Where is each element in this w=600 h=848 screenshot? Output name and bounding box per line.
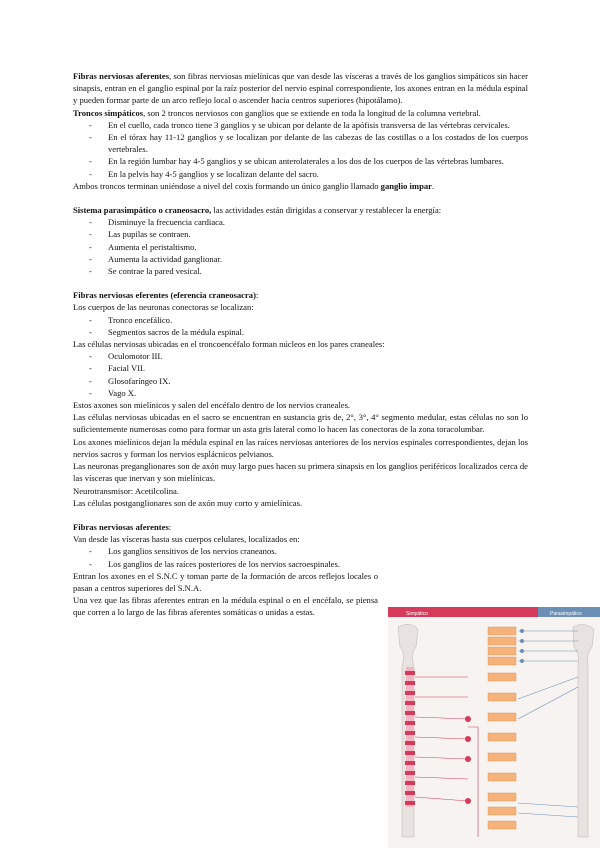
autonomic-diagram (388, 607, 600, 848)
autonomic-nervous-system-figure (388, 607, 600, 848)
paragraph-afferent-sympathetic: Fibras nerviosas aferentes, son fibras nerviosas mielínicas que van desde las vísceras a través de los ganglios simpáticos sin hacer sinapsis, entran en el ganglio espinal por la raíz posterior del nervio espinal correspondiente, los axones entran en la médula espinal y pueden formar parte de un arco reflejo local o ascender hacia centros superiores (hipotálamo). (73, 71, 528, 106)
list-parasympathetic-effects (73, 216, 528, 277)
figure-header-right: Parasimpático (550, 611, 582, 617)
list-item: - Se contrae la pared vesical. (73, 265, 528, 277)
term-sympathetic-trunks: Troncos simpáticos (73, 107, 144, 118)
paragraph-somatic-fibers: Una vez que las fibras aferentes entran en la médula espinal o en el encéfalo, se piensa que corren a lo largo de las fibras aferentes somáticas o unidas a estas. (73, 595, 378, 618)
parasympathetic-fibers (518, 631, 578, 817)
heading-afferent-fibers: Fibras nerviosas aferentes: (73, 521, 172, 532)
organ-boxes (488, 627, 516, 829)
paragraph-sacral-cells: Las células nerviosas ubicadas en el sacro se encuentran en sustancia gris de, 2°, 3°, 4° segmento medular, estas células no son lo suficientemente numerosas como para formar un asta gris lateral como lo hacen las conectoras de la zona toracolumbar. (73, 412, 528, 435)
term-parasympathetic: Sistema parasimpático o craneosacro, (73, 205, 212, 216)
paragraph-connector-neurons: Los cuerpos de las neuronas conectoras se localizan: (73, 302, 254, 313)
paragraph-pelvic-splanchnic: Los axones mielínicos dejan la médula espinal en las raíces nerviosas anteriores de los nervios espinales correspondientes, dejan los nervios sacros y forman los nervios esplácnicos pelvianos. (73, 436, 528, 459)
list-item: - Segmentos sacros de la médula espinal. (73, 326, 528, 338)
list-afferent-ganglia (73, 545, 378, 569)
term-afferent-fibers: Fibras nerviosas aferentes (73, 71, 170, 81)
paragraph-preganglionic: Las neuronas preganglionares son de axón muy largo pues hacen su primera sinapsis en los ganglios periféricos localizados cerca de las vísceras que inervan y son mielínicas. (73, 461, 528, 484)
list-item: - En la región lumbar hay 4-5 ganglios y se ubican anterolaterales a los dos de los cuerpos de las vértebras lumbares. (73, 155, 528, 167)
brain-spine-silhouette-right (573, 624, 594, 837)
list-connector-locations (73, 314, 528, 338)
paragraph-neurotransmitter: Neurotransmisor: Acetilcolina. (73, 485, 179, 496)
prevertebral-ganglia (465, 716, 471, 804)
list-item: - En el tórax hay 11-12 ganglios y se localizan por delante de las cabezas de las costillas o a los costados de los cuerpos vertebrales. (73, 131, 528, 155)
section-afferent-parasympathetic (73, 521, 378, 619)
list-cranial-nerves (73, 350, 528, 399)
list-item: - Tronco encefálico. (73, 314, 528, 326)
list-item: - Vago X. (73, 387, 528, 399)
paragraph-ganglion-impar: Ambos troncos terminan uniéndose a nivel del coxis formando un único ganglio llamado ganglio impar. (73, 180, 435, 191)
document-body (73, 70, 528, 619)
paragraph-sympathetic-trunks: Troncos simpáticos, son 2 troncos nerviosos con ganglios que se extiende en toda la longitud de la columna vertebral. (73, 107, 481, 118)
heading-efferent-fibers: Fibras nerviosas eferentes (eferencia craneosacra): (73, 290, 259, 301)
paragraph-cns-entry: Entran los axones en el S.N.C y toman parte de la formación de arcos reflejos locales o pasan a centros superiores del S.N.A. (73, 570, 378, 593)
parasympathetic-ganglia (520, 629, 524, 663)
list-item: - Facial VII. (73, 362, 528, 374)
list-item: - Glosofaríngeo IX. (73, 375, 528, 387)
list-item: - Los ganglios de las raíces posteriores de los nervios sacroespinales. (73, 558, 378, 570)
paragraph-brainstem-nuclei: Las células nerviosas ubicadas en el troncoencéfalo forman núcleos en los pares craneales: (73, 339, 385, 350)
list-item: - Disminuye la frecuencia cardiaca. (73, 216, 528, 228)
list-trunk-regions (73, 119, 528, 180)
list-item: - Los ganglios sensitivos de los nervios craneanos. (73, 545, 378, 557)
paragraph-afferent-origin: Van desde las vísceras hasta sus cuerpos celulares, localizados en: (73, 534, 300, 545)
paragraph-myelinated-axons: Estos axones son mielínicos y salen del encéfalo dentro de los nervios craneales. (73, 400, 351, 411)
list-item: - En el cuello, cada tronco tiene 3 ganglios y se ubican por delante de la apófisis transversa de las vértebras cervicales. (73, 119, 528, 131)
sympathetic-chain (406, 667, 414, 807)
list-item: - Aumenta la actividad ganglionar. (73, 253, 528, 265)
list-item: - En la pelvis hay 4-5 ganglios y se localizan delante del sacro. (73, 168, 528, 180)
list-item: - Oculomotor III. (73, 350, 528, 362)
paragraph-postganglionic: Las células postganglionares son de axón muy corto y amielínicas. (73, 497, 303, 508)
figure-header-left: Simpático (406, 611, 428, 617)
paragraph-parasympathetic: Sistema parasimpático o craneosacro, las actividades están dirigidas a conservar y restablecer la energía: (73, 205, 442, 216)
list-item: - Las pupilas se contraen. (73, 228, 528, 240)
list-item: - Aumenta el peristaltismo. (73, 241, 528, 253)
